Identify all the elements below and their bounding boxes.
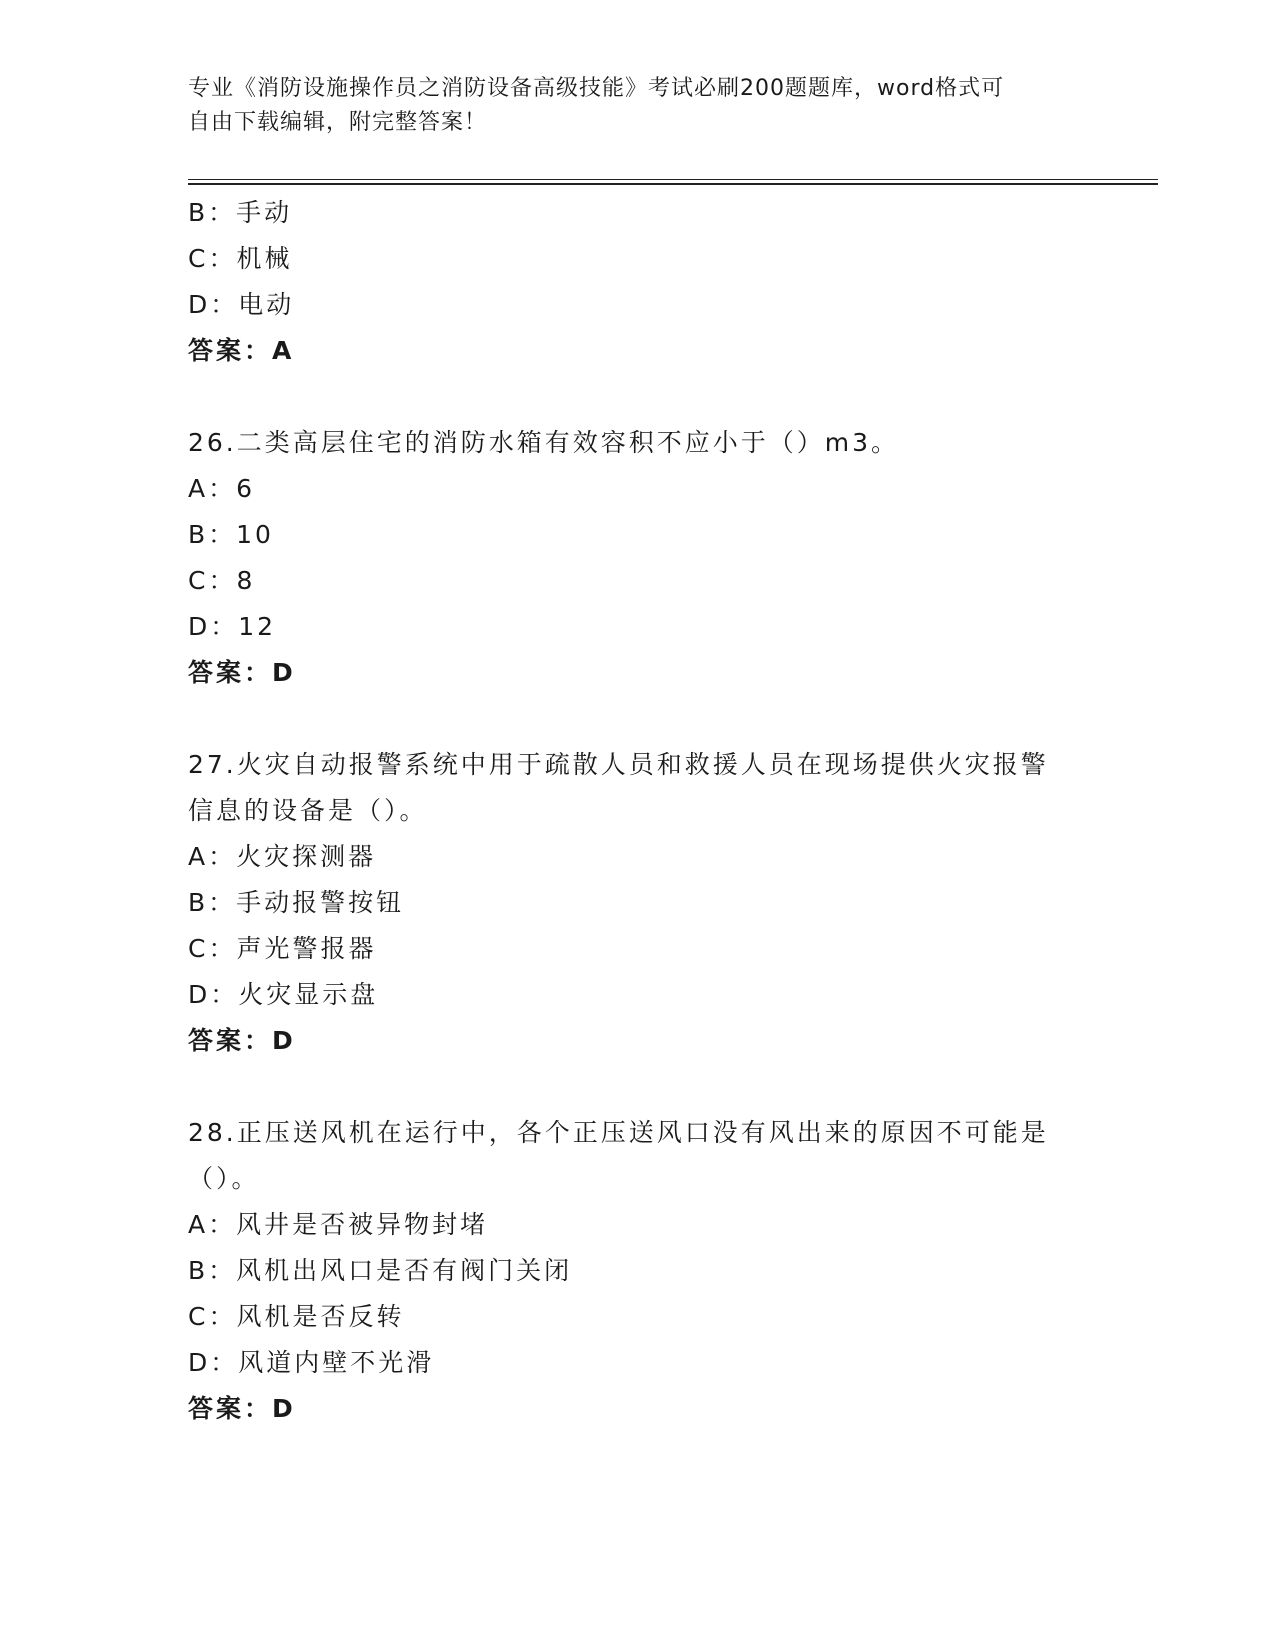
option-a: A：6 (188, 474, 256, 503)
question-list (188, 190, 1088, 1432)
answer-line: 答案：D (188, 1394, 296, 1423)
question-27 (188, 742, 1088, 1064)
spacer (188, 1064, 1088, 1110)
question-28 (188, 1110, 1088, 1432)
answer-line: 答案：D (188, 658, 296, 687)
option-a: A：风井是否被异物封堵 (188, 1210, 489, 1239)
option-b: B：手动 (188, 198, 293, 227)
question-stem-line-2: （）。 (188, 1164, 260, 1193)
option-d: D：12 (188, 612, 277, 641)
header-divider-thin (188, 179, 1158, 180)
header-divider-thick (188, 183, 1158, 185)
option-a: A：火灾探测器 (188, 842, 377, 871)
option-b: B：10 (188, 520, 274, 549)
question-stem-line-2: 信息的设备是（）。 (188, 796, 428, 825)
header-line-1: 专业《消防设施操作员之消防设备高级技能》考试必刷200题题库，word格式可 (188, 76, 1005, 101)
option-c: C：8 (188, 566, 256, 595)
option-b: B：风机出风口是否有阀门关闭 (188, 1256, 573, 1285)
question-25-continuation (188, 190, 1088, 374)
question-26 (188, 420, 1088, 696)
spacer (188, 374, 1088, 420)
question-stem-line-1: 28.正压送风机在运行中，各个正压送风口没有风出来的原因不可能是 (188, 1118, 1049, 1147)
question-stem-line-1: 27.火灾自动报警系统中用于疏散人员和救援人员在现场提供火灾报警 (188, 750, 1049, 779)
option-c: C：声光警报器 (188, 934, 377, 963)
option-d: D：电动 (188, 290, 295, 319)
question-stem: 26.二类高层住宅的消防水箱有效容积不应小于（）m3。 (188, 428, 900, 457)
option-c: C：机械 (188, 244, 293, 273)
answer-line: 答案：A (188, 336, 295, 365)
document-header (188, 72, 1068, 140)
option-c: C：风机是否反转 (188, 1302, 405, 1331)
option-d: D：风道内壁不光滑 (188, 1348, 435, 1377)
option-b: B：手动报警按钮 (188, 888, 405, 917)
header-line-2: 自由下载编辑，附完整答案！ (188, 110, 488, 135)
option-d: D：火灾显示盘 (188, 980, 379, 1009)
answer-line: 答案：D (188, 1026, 296, 1055)
spacer (188, 696, 1088, 742)
